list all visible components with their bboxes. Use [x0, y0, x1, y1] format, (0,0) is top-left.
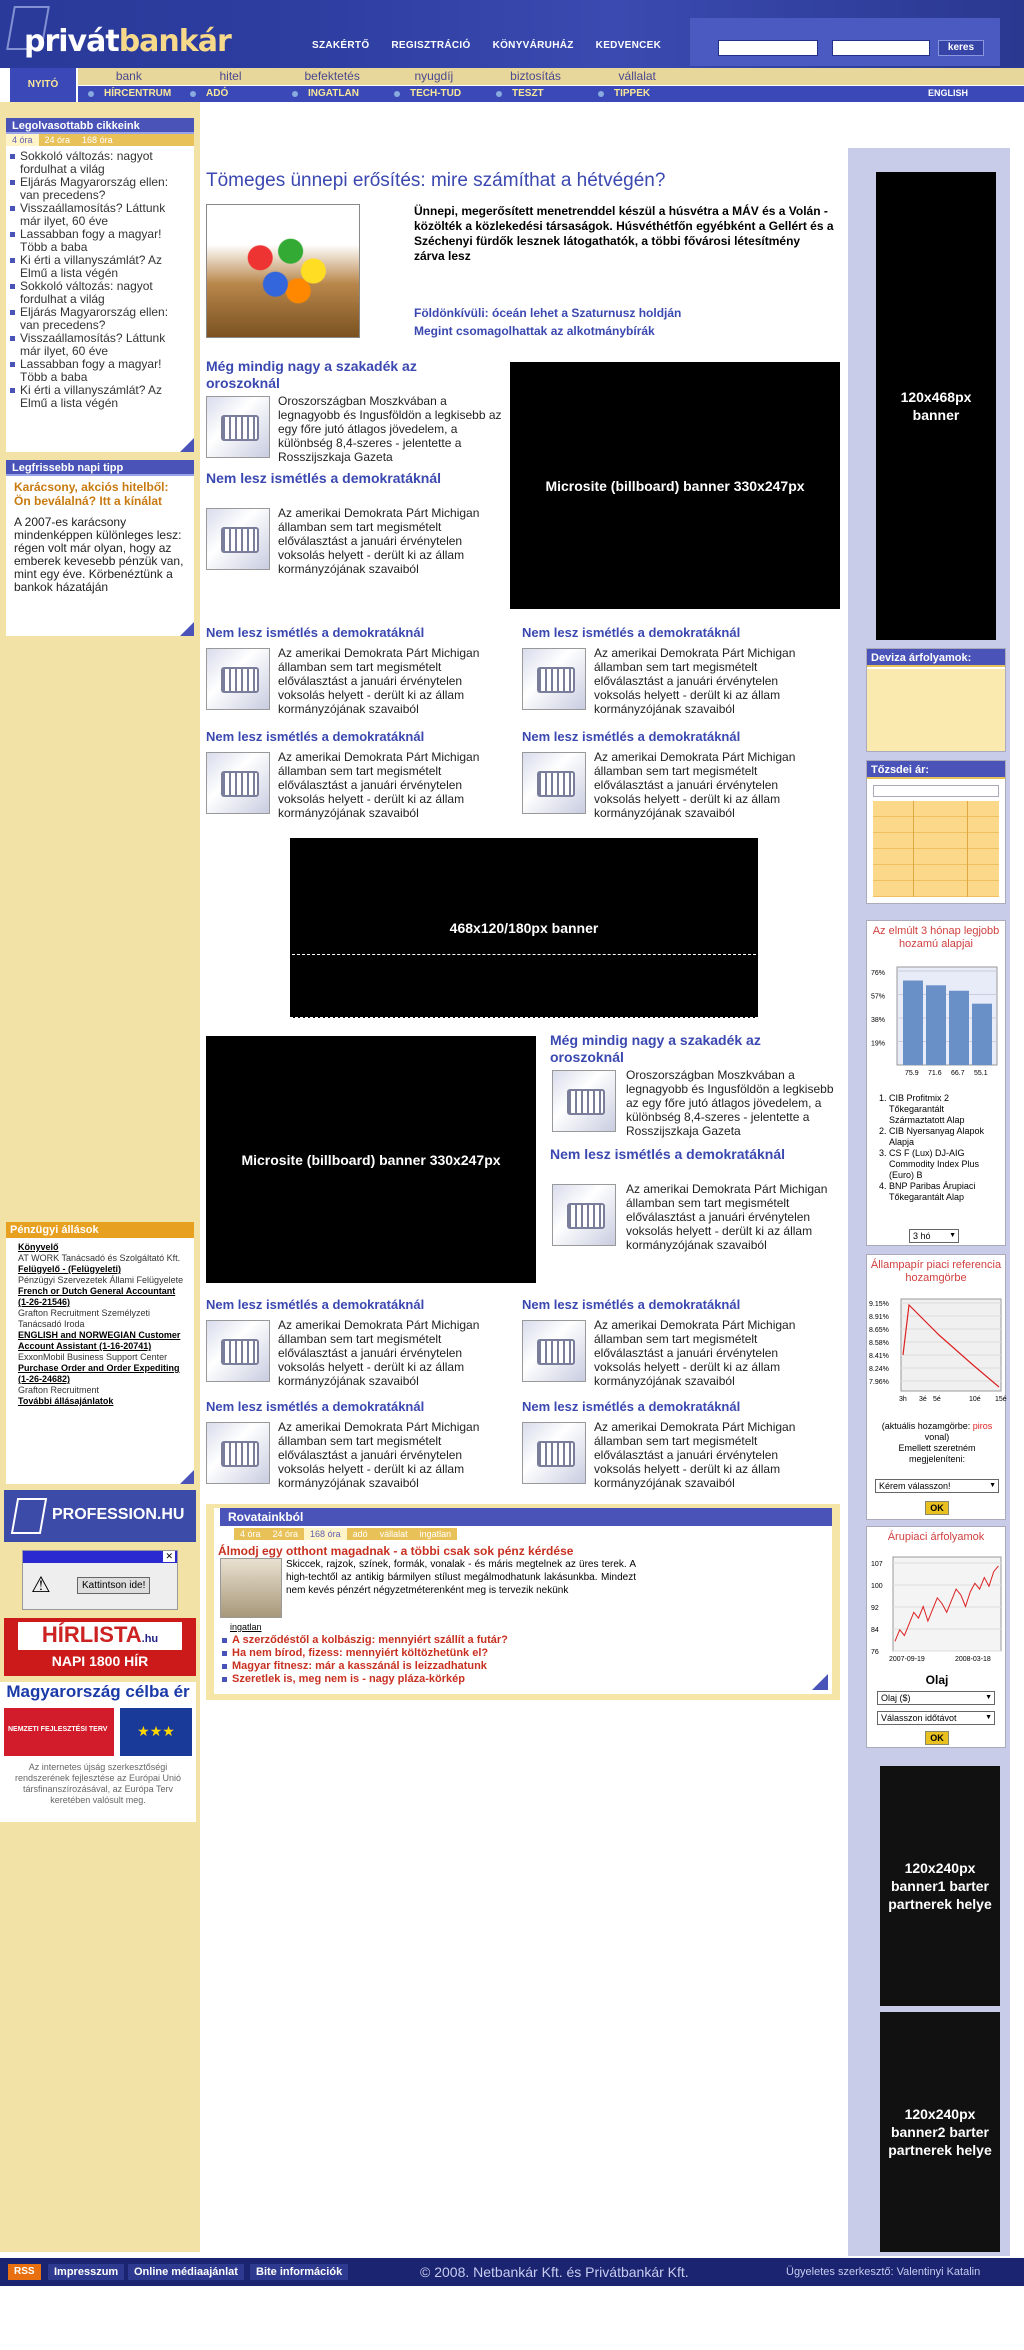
nav-biztositas[interactable]: biztosítás [510, 69, 561, 83]
nav-techtud[interactable]: TECH-TUD [384, 86, 486, 102]
most-read-box [6, 118, 194, 452]
story-title[interactable]: Nem lesz ismétlés a demokratáknál [206, 1399, 425, 1414]
commodity-title: Árupiaci árfolyamok [887, 1531, 985, 1543]
eu-box: Magyarország célba ér NEMZETI FEJLESZTÉSI TERV ★★★ Az internetes újság szerkesztőségi rendszerének fejlesztése az Európai Unió társfinanszírozásával, az Európa Terv keretében valósult meg. [0, 1682, 196, 1822]
y-tick-label: 92 [871, 1605, 879, 1612]
search-button[interactable]: keres [938, 40, 984, 56]
story-body: Az amerikai Demokrata Párt Michigan államban sem tart megismételt előválasztást a januári érvénytelen voksolás helyett - derült ki az állam kormányzójának szavaiból [278, 646, 480, 716]
rovatok-box: Rovatainkból 4 óra 24 óra 168 óra adó vállalat ingatlan Álmodj egy otthont magadnak - a többi csak sok pénz kérdése Skiccek, rajzok, színek, formák, vonalak - és máris megtelnek az üres terek. A high-techtől az antikig bármilyen stílust megálmodhatunk lakásunkba. Mindezt nem kevés pénzért négyzetméterenként meg is tervezik nekünk ingatlan A szerződéstől a kolbászig: mennyiért szállít a futár? Ha nem bírod, fizess: mennyiért költözhetünk el? Magyar fitnesz: már a kasszánál is leizzadhatunk Szeretlek is, meg nem is - nagy pláza-körkép [206, 1504, 840, 1700]
story-thumbnail[interactable] [206, 752, 270, 814]
commodity-label: Olaj [925, 1673, 949, 1687]
tip-box [6, 460, 194, 636]
profession-popup [22, 1550, 178, 1610]
story-title[interactable]: Nem lesz ismétlés a demokratáknál [522, 1297, 741, 1312]
rovatok-list [218, 1634, 778, 1686]
secondary-nav-fill [690, 86, 1024, 102]
nav-tippek[interactable]: TIPPEK [588, 86, 690, 102]
tip-headline[interactable]: Karácsony, akciós hitelből: Ön beválalná? Itt a kínálat [14, 480, 169, 508]
microsite-banner[interactable]: Microsite (billboard) banner 330x247px [206, 1036, 536, 1283]
impresszum-link[interactable]: Impresszum [48, 2264, 124, 2280]
nav-vallalat[interactable]: vállalat [618, 69, 656, 83]
story-body: Az amerikai Demokrata Párt Michigan államban sem tart megismételt előválasztást a januári érvénytelen voksolás helyett - derült ki az állam kormányzójának szavaiból [594, 646, 796, 716]
y-tick-label: 38% [871, 1017, 886, 1024]
story-thumbnail[interactable] [552, 1184, 616, 1246]
y-tick-label: 100 [871, 1583, 883, 1590]
story-body: Az amerikai Demokrata Párt Michigan államban sem tart megismételt előválasztást a januári érvénytelen voksolás helyett - derült ki az állam kormányzójának szavaiból [594, 1420, 796, 1490]
story-title[interactable]: Nem lesz ismétlés a demokratáknál [522, 625, 741, 640]
x-tick-label: 15é [995, 1396, 1007, 1403]
rss-link[interactable]: RSS [8, 2264, 41, 2280]
nav-teszt[interactable]: TESZT [486, 86, 588, 102]
story-thumbnail[interactable] [522, 1320, 586, 1382]
funds-period-select[interactable]: 3 hó ▼ [909, 1229, 959, 1243]
timespan-select[interactable]: Válasszon időtávot ▼ [877, 1711, 995, 1725]
tab-24h[interactable]: 24 óra [44, 135, 71, 145]
x-tick-label: 3é [919, 1396, 927, 1403]
rovatok-main-title[interactable]: Álmodj egy otthont magadnak - a többi csak sok pénz kérdése [218, 1544, 574, 1558]
click-here-button[interactable]: Kattintson ide! [77, 1577, 150, 1594]
funds-list [889, 1093, 1001, 1203]
list-item[interactable]: Ki érti a villanyszámlát? Az Elmű a lista végén [6, 254, 194, 280]
x-tick-label: 5é [933, 1396, 941, 1403]
top-link-registration[interactable]: REGISZTRÁCIÓ [391, 40, 471, 51]
y-tick-label: 8.58% [869, 1340, 889, 1347]
y-tick-label: 8.91% [869, 1314, 889, 1321]
list-item[interactable]: Szeretlek is, meg nem is - nagy pláza-körkép [218, 1673, 778, 1686]
nav-hircentrum[interactable]: HÍRCENTRUM [78, 86, 180, 102]
most-read-title: Legolvasottabb cikkeink [6, 118, 194, 134]
y-tick-label: 7.96% [869, 1379, 889, 1386]
y-tick-label: 8.24% [869, 1366, 889, 1373]
list-item[interactable]: Ha nem bírod, fizess: mennyiért költözhetünk el? [218, 1647, 778, 1660]
top-link-bookshop[interactable]: KÖNYVÁRUHÁZ [492, 40, 574, 51]
profession-logo-icon [11, 1498, 47, 1534]
profession-banner[interactable]: PROFESSION.HU [4, 1490, 196, 1542]
story-thumbnail[interactable] [552, 1070, 616, 1132]
story-thumbnail[interactable] [522, 752, 586, 814]
story-thumbnail[interactable] [206, 396, 270, 458]
search-input-2[interactable] [832, 40, 930, 56]
editor-note: Ügyeletes szerkesztő: Valentinyi Katalin [786, 2266, 981, 2278]
story-body: Az amerikai Demokrata Párt Michigan államban sem tart megismételt előválasztást a januári érvénytelen voksolás helyett - derült ki az állam kormányzójának szavaiból [278, 506, 480, 576]
search-area [690, 18, 1000, 66]
y-tick-label: 84 [871, 1627, 879, 1634]
lead-title[interactable]: Tömeges ünnepi erősítés: mire számíthat a hétvégén? [206, 170, 666, 191]
right-top-banner[interactable]: 120x468px banner [876, 172, 996, 640]
lead-link-1[interactable]: Földönkívüli: óceán lehet a Szaturnusz holdján [414, 306, 682, 320]
jobs-title: Pénzügyi állások [6, 1222, 194, 1238]
bar [926, 985, 946, 1065]
nav-bank[interactable]: bank [115, 69, 142, 83]
story-thumbnail[interactable] [522, 648, 586, 710]
nft-logo: NEMZETI FEJLESZTÉSI TERV [4, 1708, 114, 1756]
commodity-plot-area [893, 1557, 1001, 1651]
funds-title: Az elmúlt 3 hónap legjobb hozamú alapjai [872, 925, 1000, 950]
list-item[interactable]: Eljárás Magyarország ellen: van precedens? [6, 306, 194, 332]
media-link[interactable]: Online médiaajánlat [128, 2264, 244, 2280]
story-body: Az amerikai Demokrata Párt Michigan államban sem tart megismételt előválasztást a januári érvénytelen voksolás helyett - derült ki az állam kormányzójának szavaiból [626, 1182, 828, 1252]
microsite-banner[interactable]: Microsite (billboard) banner 330x247px [510, 362, 840, 609]
bond-ok-button[interactable]: OK [925, 1501, 949, 1515]
wide-banner[interactable]: 468x120/180px banner [290, 838, 758, 1018]
bar [972, 1004, 992, 1065]
story-thumbnail[interactable] [206, 1320, 270, 1382]
rovatok-category[interactable]: ingatlan [230, 1622, 262, 1632]
job-item[interactable]: ENGLISH and NORWEGIAN Customer Account Assistant (1-16-20741) ExxonMobil Business Support Center [18, 1330, 181, 1362]
site-logo[interactable]: privátbankár [10, 4, 310, 64]
story-title[interactable]: Nem lesz ismétlés a demokratáknál [206, 470, 442, 486]
barter-banner-2[interactable]: 120x240px banner2 barter partnerek helye [880, 2012, 1000, 2252]
story-thumbnail[interactable] [522, 1422, 586, 1484]
list-item[interactable]: Lassabban fogy a magyar! Több a baba [6, 228, 194, 254]
nav-befektetes[interactable]: befektetés [304, 69, 360, 83]
more-jobs-link[interactable]: További állásajánlatok [18, 1396, 114, 1406]
x-tick-label: 2008-03-18 [955, 1656, 991, 1663]
fund-item[interactable]: 2. CIB Nyersanyag Alapok Alapja [889, 1126, 1001, 1148]
x-tick-label: 10é [969, 1396, 981, 1403]
y-tick-label: 107 [871, 1561, 883, 1568]
lead-link-2[interactable]: Megint csomagolhattak az alkotmánybírák [414, 324, 655, 338]
story-body: Oroszországban Moszkvában a legnagyobb és Ingusföldön a legkisebb az egy főre jutó átlagos jövedelem, a különbség 8,4-szeres - jelentette a Rosszijszkaja Gazeta [278, 394, 502, 464]
story-title[interactable]: Még mindig nagy a szakadék az oroszoknál [206, 358, 417, 391]
tozsde-box: Tőzsdei ár: [866, 760, 1006, 904]
close-icon[interactable]: ✕ [165, 1551, 173, 1561]
bond-chart [867, 1295, 1007, 1405]
eu-flag-icon: ★★★ [120, 1708, 192, 1756]
jobs-box [6, 1222, 194, 1484]
corner-decoration [180, 1470, 194, 1484]
rovatok-tabs: 4 óra 24 óra 168 óra adó vállalat ingatlan [234, 1528, 457, 1540]
search-input[interactable] [718, 40, 818, 56]
fund-item[interactable]: 4. BNP Paribas Árupiaci Tőkegarantált Alap [889, 1181, 1001, 1203]
copyright: © 2008. Netbankár Kft. és Privátbankár Kft. [420, 2264, 689, 2280]
y-tick-label: 19% [871, 1040, 886, 1048]
story-body: Az amerikai Demokrata Párt Michigan államban sem tart megismételt előválasztást a januári érvénytelen voksolás helyett - derült ki az állam kormányzójának szavaiból [594, 750, 796, 820]
bond-title: Állampapír piaci referencia hozamgörbe [870, 1259, 1002, 1284]
tip-body: A 2007-es karácsony mindenképpen különleges lesz: régen volt már olyan, hogy az emberek kevesebb pénzük van, mint egy éve. Körbenéztünk a bankok házatáján [14, 515, 184, 594]
primary-nav [78, 68, 688, 85]
story-body: Az amerikai Demokrata Párt Michigan államban sem tart megismételt előválasztást a januári érvénytelen voksolás helyett - derült ki az állam kormányzójának szavaiból [594, 1318, 796, 1388]
list-item[interactable]: A szerződéstől a kolbászig: mennyiért szállít a futár? [218, 1634, 778, 1647]
lead-body: Ünnepi, megerősített menetrenddel készül a húsvétra a MÁV és a Volán - közölték a közlekedési társaságok. Húsvéthétfőn egyébként a Gellért és a Széchenyi fürdők lesznek látogathatók, a többi fővárosi létesítmény zárva lesz [414, 204, 834, 263]
bar-value-label: 55.1 [974, 1070, 988, 1077]
y-tick-label: 9.15% [869, 1301, 889, 1308]
top-link-szakerto[interactable]: SZAKÉRTŐ [312, 40, 370, 51]
commodity-box [866, 1526, 1006, 1748]
x-tick-label: 2007-09-19 [889, 1656, 925, 1663]
site-info-link[interactable]: Bitе információk [250, 2264, 348, 2280]
primary-nav-fill [688, 68, 1024, 85]
commodity-chart [867, 1549, 1007, 1669]
fund-item[interactable]: 3. CS F (Lux) DJ-AIG Commodity Index Plus (Euro) B [889, 1148, 1001, 1181]
story-thumbnail[interactable] [206, 648, 270, 710]
y-tick-label: 76 [871, 1649, 879, 1656]
y-tick-label: 8.65% [869, 1327, 889, 1334]
easter-eggs-image[interactable] [206, 204, 360, 338]
job-item[interactable]: Felügyelő - (Felügyeleti) Pénzügyi Szervezetek Állami Felügyelete [18, 1264, 184, 1285]
x-tick-label: 3h [899, 1396, 907, 1403]
story-title[interactable]: Még mindig nagy a szakadék az oroszoknál [550, 1032, 761, 1065]
list-item[interactable]: Sokkoló változás: nagyot fordulhat a világ [6, 150, 194, 176]
rovatok-image[interactable] [220, 1558, 282, 1618]
bar [903, 981, 923, 1065]
bar-value-label: 75.9 [905, 1070, 919, 1077]
fund-item[interactable]: 1. CIB Profitmix 2 Tőkegarantált Származtatott Alap [889, 1093, 1001, 1126]
funds-chart [867, 963, 1007, 1083]
story-thumbnail[interactable] [206, 1422, 270, 1484]
story-title[interactable]: Nem lesz ismétlés a demokratáknál [522, 729, 741, 744]
commodity-ok-button[interactable]: OK [925, 1731, 949, 1745]
banner-divider [292, 954, 756, 955]
story-body: Az amerikai Demokrata Párt Michigan államban sem tart megismételt előválasztást a januári érvénytelen voksolás helyett - derült ki az állam kormányzójának szavaiból [278, 750, 480, 820]
story-body: Oroszországban Moszkvában a legnagyobb és Ingusföldön a legkisebb az egy főre jutó átlagos jövedelem, a különbség 8,4-szeres - jelentette a Rosszijszkaja Gazeta [626, 1068, 834, 1138]
story-body: Az amerikai Demokrata Párt Michigan államban sem tart megismételt előválasztást a januári érvénytelen voksolás helyett - derült ki az állam kormányzójának szavaiból [278, 1318, 480, 1388]
list-item[interactable]: Sokkoló változás: nagyot fordulhat a világ [6, 280, 194, 306]
corner-decoration [180, 622, 194, 636]
nav-nyugdij[interactable]: nyugdíj [414, 69, 454, 83]
deviza-box: Deviza árfolyamok: [866, 648, 1006, 752]
tab-168h[interactable]: 168 óra [82, 135, 113, 145]
hirlista-banner[interactable]: HÍRLISTA.hu NAPI 1800 HÍR [4, 1618, 196, 1676]
tozsde-input[interactable] [873, 785, 999, 797]
corner-decoration [180, 438, 194, 452]
y-tick-label: 8.41% [869, 1353, 889, 1360]
list-item[interactable]: Lassabban fogy a magyar! Több a baba [6, 358, 194, 384]
list-item[interactable]: Ki érti a villanyszámlát? Az Elmű a lista végén [6, 384, 194, 410]
job-item[interactable]: Könyvelő AT WORK Tanácsadó és Szolgáltató Kft. [18, 1242, 181, 1263]
tab-4h[interactable]: 4 óra [6, 134, 39, 146]
story-title[interactable]: Nem lesz ismétlés a demokratáknál [206, 625, 425, 640]
secondary-nav [78, 86, 690, 102]
barter-banner-1[interactable]: 120x240px banner1 barter partnerek helye [880, 1766, 1000, 2006]
nav-home[interactable]: NYITÓ [10, 68, 76, 102]
warning-icon: ⚠ [31, 1573, 51, 1598]
commodity-select[interactable]: Olaj ($) ▼ [877, 1691, 995, 1705]
story-title[interactable]: Nem lesz ismétlés a demokratáknál [550, 1146, 786, 1162]
story-title[interactable]: Nem lesz ismétlés a demokratáknál [206, 729, 425, 744]
bond-select[interactable]: Kérem válasszon! ▼ [875, 1479, 999, 1493]
most-read-list [6, 146, 194, 410]
corner-decoration [812, 1674, 828, 1690]
y-tick-label: 76% [871, 970, 886, 977]
bond-box: Állampapír piaci referencia hozamgörbe 9.15% 8.91% 8.65% 8.58% 8.41% 8.24% 7.96% 3h 3é 5é 10é 15é (aktuális hozamgörbe: piros vonal) Emellett szeretném megjeleníteni: Kérem válasszon! ▼ OK [866, 1254, 1006, 1520]
tozsde-table [873, 801, 999, 897]
list-item[interactable]: Eljárás Magyarország ellen: van precedens? [6, 176, 194, 202]
story-body: Az amerikai Demokrata Párt Michigan államban sem tart megismételt előválasztást a januári érvénytelen voksolás helyett - derült ki az állam kormányzójának szavaiból [278, 1420, 480, 1490]
list-item[interactable]: Magyar fitnesz: már a kasszánál is leizzadhatunk [218, 1660, 778, 1673]
job-item[interactable]: French or Dutch General Accountant (1-26-21546) Grafton Recruitment Személyzeti Tanácsadó Iroda [18, 1286, 176, 1329]
most-read-tabs [6, 134, 194, 146]
nav-ado[interactable]: ADÓ [180, 86, 282, 102]
tip-title: Legfrissebb napi tipp [6, 460, 194, 476]
top-nav [312, 40, 661, 56]
job-item[interactable]: Purchase Order and Order Expediting (1-26-24682) Grafton Recruitment [18, 1363, 180, 1395]
funds-box [866, 920, 1006, 1246]
english-link[interactable]: ENGLISH [928, 88, 969, 98]
list-item[interactable]: Visszaállamosítás? Láttunk már ilyet, 60 éve [6, 202, 194, 228]
bar [949, 991, 969, 1065]
top-link-favorites[interactable]: KEDVENCEK [595, 40, 662, 51]
story-title[interactable]: Nem lesz ismétlés a demokratáknál [206, 1297, 425, 1312]
y-tick-label: 57% [871, 993, 886, 1001]
bar-value-label: 66.7 [951, 1070, 965, 1077]
story-thumbnail[interactable] [206, 508, 270, 570]
rovatok-main-body: Skiccek, rajzok, színek, formák, vonalak - és máris megtelnek az üres terek. A high-techtől az antikig bármilyen stílust megálmodhatunk lakásunkba. Mindezt nem kevés pénzért négyzetméterenként meg is tervezik nekünk [286, 1559, 636, 1596]
nav-ingatlan[interactable]: INGATLAN [282, 86, 384, 102]
nav-hitel[interactable]: hitel [219, 69, 242, 83]
story-title[interactable]: Nem lesz ismétlés a demokratáknál [522, 1399, 741, 1414]
bar-value-label: 71.6 [928, 1070, 942, 1077]
list-item[interactable]: Visszaállamosítás? Láttunk már ilyet, 60 éve [6, 332, 194, 358]
